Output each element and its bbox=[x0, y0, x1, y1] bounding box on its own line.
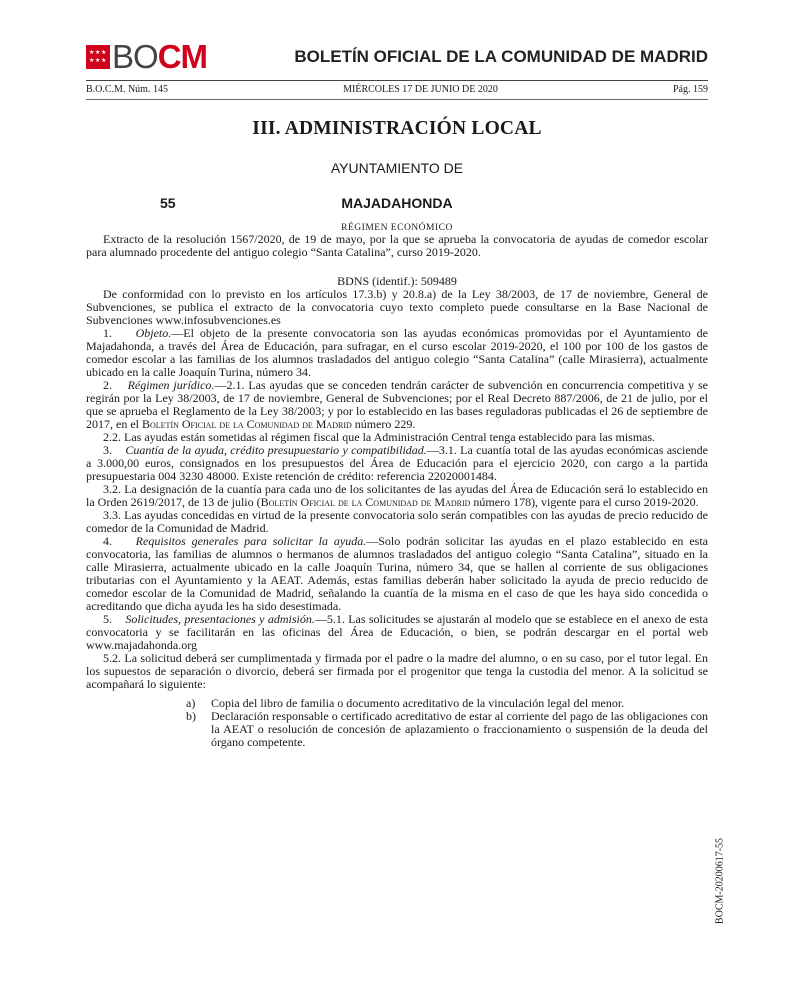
article-title: Objeto. bbox=[135, 326, 172, 340]
article-number: 3. bbox=[103, 443, 112, 457]
article-3 bbox=[86, 444, 708, 483]
article-number: 5. bbox=[103, 612, 112, 626]
article-text: —Solo podrán solicitar las ayudas en el plazo establecido en esta convocatoria, las familias de alumnos o hermanos de alumnos trasladados del antiguo colegio “Santa Catalina”, situado en la calle Mirasierra, actualmente ubicado en la calle Joaquín Turina, número 34, que se hallen al corriente de sus obligaciones tributarias con el Ayuntamiento y la AEAT. Además, estas familias deberán haber solicitado la ayuda de precio reducido de comedor escolar de la Comunidad de Madrid, señalando la cuantía de la misma en el caso de que les haya sido concedida o acreditando que dicha ayuda les ha sido desestimada. bbox=[86, 534, 708, 613]
article-text: 3.2. La designación de la cuantía para cada uno de los solicitantes de las ayudas del Área de Educación será lo establecido en la Orden 2619/2017, de 13 de julio ( bbox=[86, 482, 708, 509]
subheader-rule bbox=[86, 99, 708, 100]
article-text: —2.1. Las ayudas que se conceden tendrán carácter de subvención en concurrencia competitiva y se regirán por la Ley 38/2003, de 17 de noviembre, General de Subvenciones; por el Real Decreto 887/2006, de 21 de julio, por el que se aprueba el Reglamento de la Ley 38/2003; y por lo establecido en las bases reguladoras publicadas el 26 de septiembre de 2017, en el bbox=[86, 378, 709, 431]
article-title: Régimen jurídico. bbox=[127, 378, 215, 392]
article-number: 1. bbox=[103, 326, 112, 340]
page-number: Pág. 159 bbox=[672, 84, 708, 95]
extract-paragraph: Extracto de la resolución 1567/2020, de 19 de mayo, por la que se aprueba la convocatoria de ayudas de comedor escolar para alumnado procedente del antiguo colegio “Santa Catalina”, curso 2019-2020. bbox=[86, 232, 708, 259]
municipality-row bbox=[86, 195, 708, 215]
document-code: BOCM-20200617-55 bbox=[714, 837, 726, 925]
article-text: número 229. bbox=[351, 417, 416, 431]
article-number: 4. bbox=[103, 534, 112, 548]
article-number: 2. bbox=[103, 378, 112, 392]
article-2 bbox=[86, 379, 708, 431]
document-body bbox=[86, 233, 708, 749]
logo-text-cm: CM bbox=[157, 38, 208, 75]
announcement-number: 55 bbox=[160, 195, 176, 211]
article-title: Requisitos generales para solicitar la ayuda. bbox=[135, 534, 367, 548]
page-header bbox=[86, 0, 708, 80]
article-text: número 178), vigente para el curso 2019-2020. bbox=[470, 495, 699, 509]
article-3-3: 3.3. Las ayudas concedidas en virtud de la presente convocatoria solo serán compatibles con las ayudas de precio reducido de comedor de la Comunidad de Madrid. bbox=[86, 508, 708, 535]
article-2-2: 2.2. Las ayudas están sometidas al régimen fiscal que la Administración Central tenga establecido para las mismas. bbox=[103, 430, 656, 444]
list-item-text: Declaración responsable o certificado acreditativo de estar al corriente del pago de las obligaciones con la AEAT o resolución de concesión de aplazamiento o fraccionamiento o suspensión de la deuda del órgano competente. bbox=[211, 709, 708, 749]
article-4 bbox=[86, 535, 708, 613]
logo-text-bo: BO bbox=[112, 38, 158, 75]
article-text: —3.1. La cuantía total de las ayudas económicas asciende a 3.000,00 euros, consignados en los presupuestos del Área de Educación para el ejercicio 2020, con cargo a la partida presupuestaria 004 3230 48000. Existe retención de crédito: referencia 22020001484. bbox=[86, 443, 708, 483]
bulletin-title: BOLETÍN OFICIAL DE LA COMUNIDAD DE MADRID bbox=[294, 47, 708, 66]
article-text: —5.1. Las solicitudes se ajustarán al modelo que se establece en el anexo de esta convocatoria y se facilitarán en las oficinas del Área de Educación, o bien, se podrán descargar en el portal web www.majadahonda.org bbox=[86, 612, 709, 652]
issue-info bbox=[86, 81, 708, 99]
article-title: Cuantía de la ayuda, crédito presupuestario y compatibilidad. bbox=[125, 443, 427, 457]
bocm-logo bbox=[86, 38, 208, 75]
list-item bbox=[186, 710, 708, 749]
list-item-text: Copia del libro de familia o documento acreditativo de la vinculación legal del menor. bbox=[211, 696, 625, 710]
madrid-flag-icon: ★ ★ ★ ★ ★ ★ bbox=[86, 45, 110, 69]
article-3-2 bbox=[86, 483, 708, 509]
article-1 bbox=[86, 327, 708, 379]
issue-date: MIÉRCOLES 17 DE JUNIO DE 2020 bbox=[343, 84, 498, 95]
bdns-id: BDNS (identif.): 509489 bbox=[337, 274, 457, 288]
subject-heading: RÉGIMEN ECONÓMICO bbox=[341, 223, 453, 233]
list-item-label: a) bbox=[186, 696, 196, 710]
document-page bbox=[86, 0, 708, 749]
article-5-2: 5.2. La solicitud deberá ser cumplimentada y firmada por el padre o la madre del alumno, o en su caso, por el tutor legal. En los supuestos de separación o divorcio, deberá ser firmada por el progenitor que tenga la custodia del menor. A la solicitud se acompañará lo siguiente: bbox=[86, 651, 708, 691]
municipality-name: MAJADAHONDA bbox=[341, 195, 453, 211]
issue-number: B.O.C.M. Núm. 145 bbox=[86, 84, 168, 95]
section-title: III. ADMINISTRACIÓN LOCAL bbox=[252, 118, 542, 139]
article-text: —El objeto de la presente convocatoria son las ayudas económicas promovidas por el Ayuntamiento de Majadahonda, a través del Área de Educación, para sufragar, en el curso escolar 2019-2020, el 100 por 100 de los gastos de comedor escolar a las familias de los alumnos trasladados del antiguo colegio “Santa Catalina” (calle Mirasierra), actualmente ubicado en la calle Joaquín Turina, número 34. bbox=[86, 326, 708, 379]
intro-paragraph: De conformidad con lo previsto en los artículos 17.3.b) y 20.8.a) de la Ley 38/2003, de 17 de noviembre, General de Subvenciones, se publica el extracto de la convocatoria cuyo texto completo puede consultarse en la Base Nacional de Subvenciones www.infosubvenciones.es bbox=[86, 287, 708, 327]
bulletin-reference: Boletín Oficial de la Comunidad de Madrid bbox=[260, 495, 471, 509]
article-title: Solicitudes, presentaciones y admisión. bbox=[125, 612, 315, 626]
article-5 bbox=[86, 613, 708, 652]
requirements-list bbox=[186, 697, 708, 749]
bulletin-reference: Boletín Oficial de la Comunidad de Madrid bbox=[142, 417, 352, 431]
list-item-label: b) bbox=[186, 709, 196, 723]
document-code-vertical bbox=[713, 828, 727, 934]
ayuntamiento-heading: AYUNTAMIENTO DE bbox=[330, 160, 464, 176]
